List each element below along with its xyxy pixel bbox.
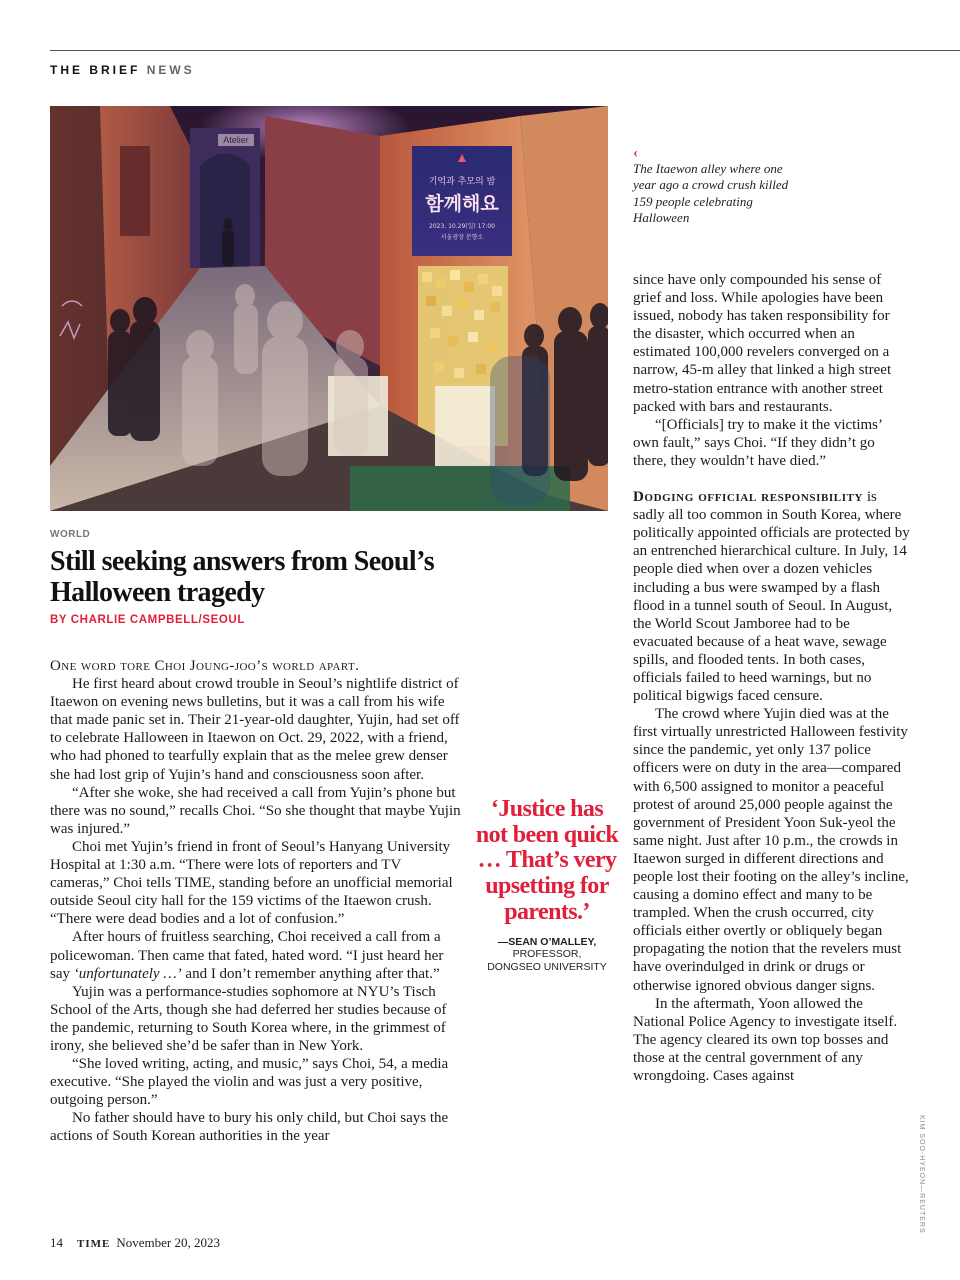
banner-line-3: 2023. 10.29(일) 17:00 [429, 223, 495, 230]
emphasis-quote: ‘unfortunately …’ [73, 965, 182, 982]
paragraph: “She loved writing, acting, and music,” says Choi, 54, a media executive. “She played the violin and was just a very positive, outgoing person.” [50, 1056, 449, 1109]
caption-arrow-icon: ‹ [633, 145, 638, 161]
issue-date: November 20, 2023 [116, 1235, 220, 1250]
caption-text: The Itaewon alley where one year ago a crowd crush killed 159 people celebrating Halloween [633, 161, 789, 225]
pull-quote-attribution [474, 936, 620, 974]
pull-quote-affiliation: DONGSEO UNIVERSITY [487, 960, 607, 973]
article-headline: Still seeking answers from Seoul’s Halloween tragedy [50, 546, 435, 608]
paragraph: The crowd where Yujin died was at the first virtually unrestricted Halloween festivity since the pandemic, yet only 137 police officers were on duty in the area—compared with 6,500 assigned to monitor a peaceful protest of around 25,000 people against the government of President Yoon Suk-yeol the same night. Just after 10 p.m., the crowds in Itaewon surged in different directions and people lost their footing on the alley’s incline, causing a domino effect and many to be trampled. When the crush occurred, city officials either overtly or obliquely began propagating the notion that the revelers must have overindulged in drink or drugs or otherwise ignored obvious danger signs. [633, 706, 909, 994]
top-rule [50, 50, 960, 51]
section-news: NEWS [146, 63, 195, 77]
pull-quote [474, 797, 620, 973]
paragraph: Choi met Yujin’s friend in front of Seoul’s Hanyang University Hospital at 1:30 a.m. “There were lots of reporters and TV cameras,” Choi tells TIME, standing before an unofficial memorial outside Seoul city hall for the 159 victims of the Itaewon crush. “There were dead bodies and a lot of confusion.” [50, 838, 453, 928]
body-column-left [50, 657, 462, 1146]
photo-caption [633, 146, 803, 226]
paragraph: After hours of fruitless searching, Choi received a call from a policewoman. Then came that fated, hated word. “I just heard her say ‘unfortunately …’ and I don’t remember anything after that.” [50, 929, 444, 982]
section-subhead: Dodging official responsibility [633, 489, 864, 506]
pull-quote-text: ‘Justice has not been quick … That’s very upsetting for parents.’ [475, 796, 619, 925]
banner-line-2: 함께해요 [425, 193, 499, 215]
pull-quote-name: —SEAN O’MALLEY, [497, 935, 597, 948]
paragraph: He first heard about crowd trouble in Seoul’s nightlife district of Itaewon on evening news bulletins, but it was a call from his wife that made panic set in. Their 21-year-old daughter, Yujin, had set off to celebrate Halloween in Itaewon on Oct. 29, 2022, with a friend, who had phoned to tearfully explain that as the melee grew denser she had lost grip of Yujin’s hand and consciousness soon after. [50, 676, 460, 783]
lead-in: One word tore Choi Joung-joo’s world apart. [50, 658, 360, 674]
article-byline: BY CHARLIE CAMPBELL/SEOUL [50, 614, 245, 626]
magazine-name: TIME [77, 1238, 111, 1250]
page-footer [50, 1235, 220, 1251]
paragraph: No father should have to bury his only child, but Choi says the actions of South Korean authorities in the year [50, 1110, 449, 1145]
body-column-right [633, 271, 911, 1085]
paragraph: Dodging official responsibility is sadly all too common in South Korea, where politically appointed officials are protected by an entrenched hierarchical culture. In July, 14 people died when over a dozen vehicles including a bus were swamped by a flash flood in a tunnel south of Seoul. In August, the World Scout Jamboree had to be evacuated because of a heat wave, sewage spills, and flooded tents. In both cases, officials failed to heed warnings, but no political bigwigs faced censure. [633, 489, 910, 705]
paragraph: “[Officials] try to make it the victims’ own fault,” says Choi. “If they didn’t go there, they wouldn’t have died.” [633, 416, 882, 469]
section-header [50, 63, 195, 77]
atelier-sign-text: Atelier [223, 135, 249, 145]
paragraph: since have only compounded his sense of grief and loss. While apologies have been issued, nobody has taken responsibility for the disaster, which occurred when an estimated 100,000 revelers converged on a narrow, 45-m alley that linked a high street metro-station entrance with another street packed with bars and restaurants. [633, 272, 892, 415]
section-brief: THE BRIEF [50, 63, 141, 77]
banner-line-1: 기억과 추모의 밤 [428, 177, 496, 187]
article-kicker: WORLD [50, 529, 91, 540]
article-photo [50, 106, 608, 511]
paragraph: “After she woke, she had received a call from Yujin’s phone but there was no sound,” recalls Choi. “So she thought that maybe Yujin was injured.” [50, 784, 461, 837]
photo-credit: KIM SOO-HYEON—REUTERS [918, 1115, 925, 1234]
paragraph: In the aftermath, Yoon allowed the National Police Agency to investigate itself. The agency cleared its own top bosses and those at the central government of any wrongdoing. Cases against [633, 995, 898, 1085]
paragraph: Yujin was a performance-studies sophomore at NYU’s Tisch School of the Arts, though she had deferred her studies because of the pandemic, returning to South Korea where, in the grimmest of irony, she believed she’d be safer than in New York. [50, 983, 447, 1054]
pull-quote-title: PROFESSOR, [512, 948, 582, 961]
itaewon-alley-photo [50, 106, 608, 511]
banner-line-4: 서울광장 분향소 [440, 234, 484, 241]
page-number: 14 [50, 1235, 63, 1250]
